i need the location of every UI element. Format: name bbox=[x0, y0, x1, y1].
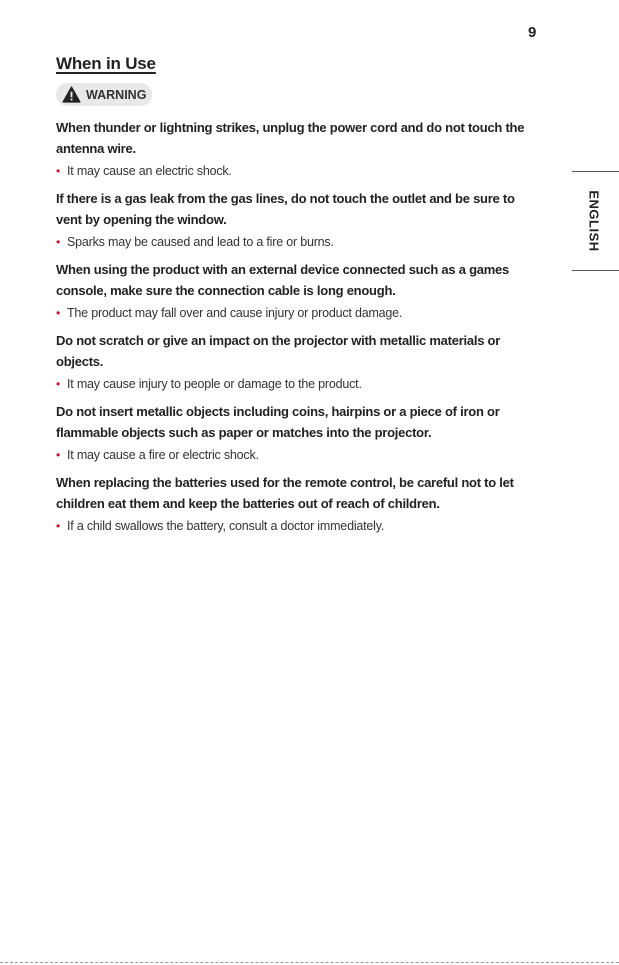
warning-item bbox=[56, 401, 541, 465]
warning-item-bullet bbox=[56, 161, 541, 181]
bullet-text: If a child swallows the battery, consult a doctor immediately. bbox=[67, 519, 385, 533]
bullet-dot-icon: • bbox=[56, 377, 61, 391]
warning-item bbox=[56, 188, 541, 252]
warning-item-bullet bbox=[56, 516, 541, 536]
warning-item-heading: If there is a gas leak from the gas lines, do not touch the outlet and be sure to vent by opening the window. bbox=[56, 191, 515, 227]
bullet-text: Sparks may be caused and lead to a fire or burns. bbox=[67, 235, 334, 249]
warning-triangle-icon bbox=[62, 86, 81, 103]
warning-item-heading: Do not scratch or give an impact on the projector with metallic materials or objects. bbox=[56, 333, 501, 369]
warning-item bbox=[56, 330, 541, 394]
section-title: When in Use bbox=[56, 54, 156, 73]
warning-item-bullet bbox=[56, 303, 541, 323]
bullet-text: It may cause an electric shock. bbox=[67, 164, 232, 178]
warning-label: WARNING bbox=[86, 87, 147, 102]
warning-item bbox=[56, 259, 541, 323]
warning-item-bullet bbox=[56, 232, 541, 252]
side-tab-top-rule bbox=[572, 171, 619, 172]
bullet-text: It may cause a fire or electric shock. bbox=[67, 448, 259, 462]
side-tab-bottom-rule bbox=[572, 270, 619, 271]
bullet-dot-icon: • bbox=[56, 164, 61, 178]
page-number: 9 bbox=[528, 24, 537, 41]
warning-item-heading: When thunder or lightning strikes, unplug the power cord and do not touch the antenna wire. bbox=[56, 120, 525, 156]
warning-item-heading: When using the product with an external device connected such as a games console, make sure the connection cable is long enough. bbox=[56, 262, 510, 298]
footer-dashed-rule bbox=[0, 962, 619, 963]
warning-item-heading: Do not insert metallic objects including coins, hairpins or a piece of iron or flammable objects such as paper or matches into the projector. bbox=[56, 404, 500, 440]
page-content bbox=[56, 54, 541, 543]
bullet-text: The product may fall over and cause injury or product damage. bbox=[67, 306, 403, 320]
warning-item-bullet bbox=[56, 374, 541, 394]
warning-item-heading: When replacing the batteries used for the remote control, be careful not to let children eat them and keep the batteries out of reach of children. bbox=[56, 475, 514, 511]
warning-item bbox=[56, 117, 541, 181]
warning-item-bullet bbox=[56, 445, 541, 465]
warning-items bbox=[56, 117, 541, 536]
bullet-dot-icon: • bbox=[56, 306, 61, 320]
bullet-text: It may cause injury to people or damage to the product. bbox=[67, 377, 362, 391]
bullet-dot-icon: • bbox=[56, 235, 61, 249]
warning-item bbox=[56, 472, 541, 536]
bullet-dot-icon: • bbox=[56, 519, 61, 533]
side-tab-language-label: ENGLISH bbox=[586, 190, 602, 252]
warning-badge bbox=[56, 83, 152, 106]
bullet-dot-icon: • bbox=[56, 448, 61, 462]
